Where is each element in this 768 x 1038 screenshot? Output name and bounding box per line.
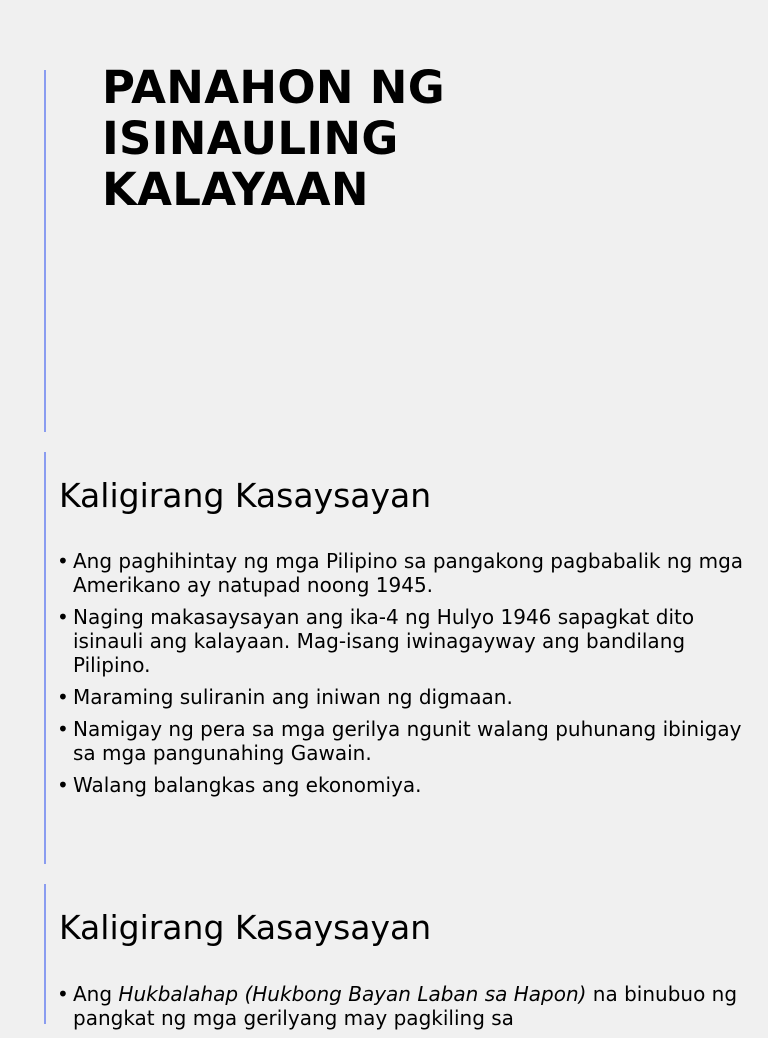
section-heading: Kaligirang Kasaysayan xyxy=(59,908,432,947)
bullet-dot-icon: • xyxy=(57,549,69,573)
bullet-text: Walang balangkas ang ekonomiya. xyxy=(73,773,422,797)
bullet-text-suffix: na binubuo ng pangkat ng mga gerilyang may pagkiling sa xyxy=(73,982,738,1030)
bullet-item xyxy=(57,982,747,1030)
bullet-text: Namigay ng pera sa mga gerilya ngunit walang puhunang ibinigay sa mga pangunahing Gawain. xyxy=(73,717,742,765)
slide-divider-line xyxy=(44,452,46,864)
bullet-item xyxy=(57,685,747,709)
main-title xyxy=(102,62,445,215)
content-slide-kaligirang-1 xyxy=(0,452,768,872)
bullet-list xyxy=(57,982,747,1038)
main-title-line: KALAYAAN xyxy=(102,163,369,216)
main-title-line: PANAHON NG xyxy=(102,61,446,114)
bullet-text: Naging makasaysayan ang ika-4 ng Hulyo 1946 sapagkat dito isinauli ang kalayaan. Mag-isang iwinagayway ang bandilang Pilipino. xyxy=(73,605,695,677)
bullet-list xyxy=(57,549,747,805)
bullet-dot-icon: • xyxy=(57,605,69,629)
bullet-text-prefix: Ang xyxy=(73,982,119,1006)
bullet-item xyxy=(57,773,747,797)
bullet-item xyxy=(57,605,747,677)
bullet-item xyxy=(57,549,747,597)
section-heading: Kaligirang Kasaysayan xyxy=(59,476,432,515)
bullet-dot-icon: • xyxy=(57,717,69,741)
bullet-text-italic: Hukbalahap (Hukbong Bayan Laban sa Hapon) xyxy=(118,982,587,1006)
bullet-text: Ang paghihintay ng mga Pilipino sa pangakong pagbabalik ng mga Amerikano ay natupad noong 1945. xyxy=(73,549,744,597)
main-title-line: ISINAULING xyxy=(102,112,399,165)
title-slide xyxy=(0,0,768,440)
bullet-dot-icon: • xyxy=(57,685,69,709)
content-slide-kaligirang-2 xyxy=(0,884,768,1030)
bullet-text: Maraming suliranin ang iniwan ng digmaan. xyxy=(73,685,513,709)
slide-divider-line xyxy=(44,70,46,432)
bullet-dot-icon: • xyxy=(57,773,69,797)
slide-divider-line xyxy=(44,884,46,1024)
bullet-item xyxy=(57,717,747,765)
bullet-dot-icon: • xyxy=(57,982,69,1006)
bullet-text xyxy=(73,982,737,1030)
